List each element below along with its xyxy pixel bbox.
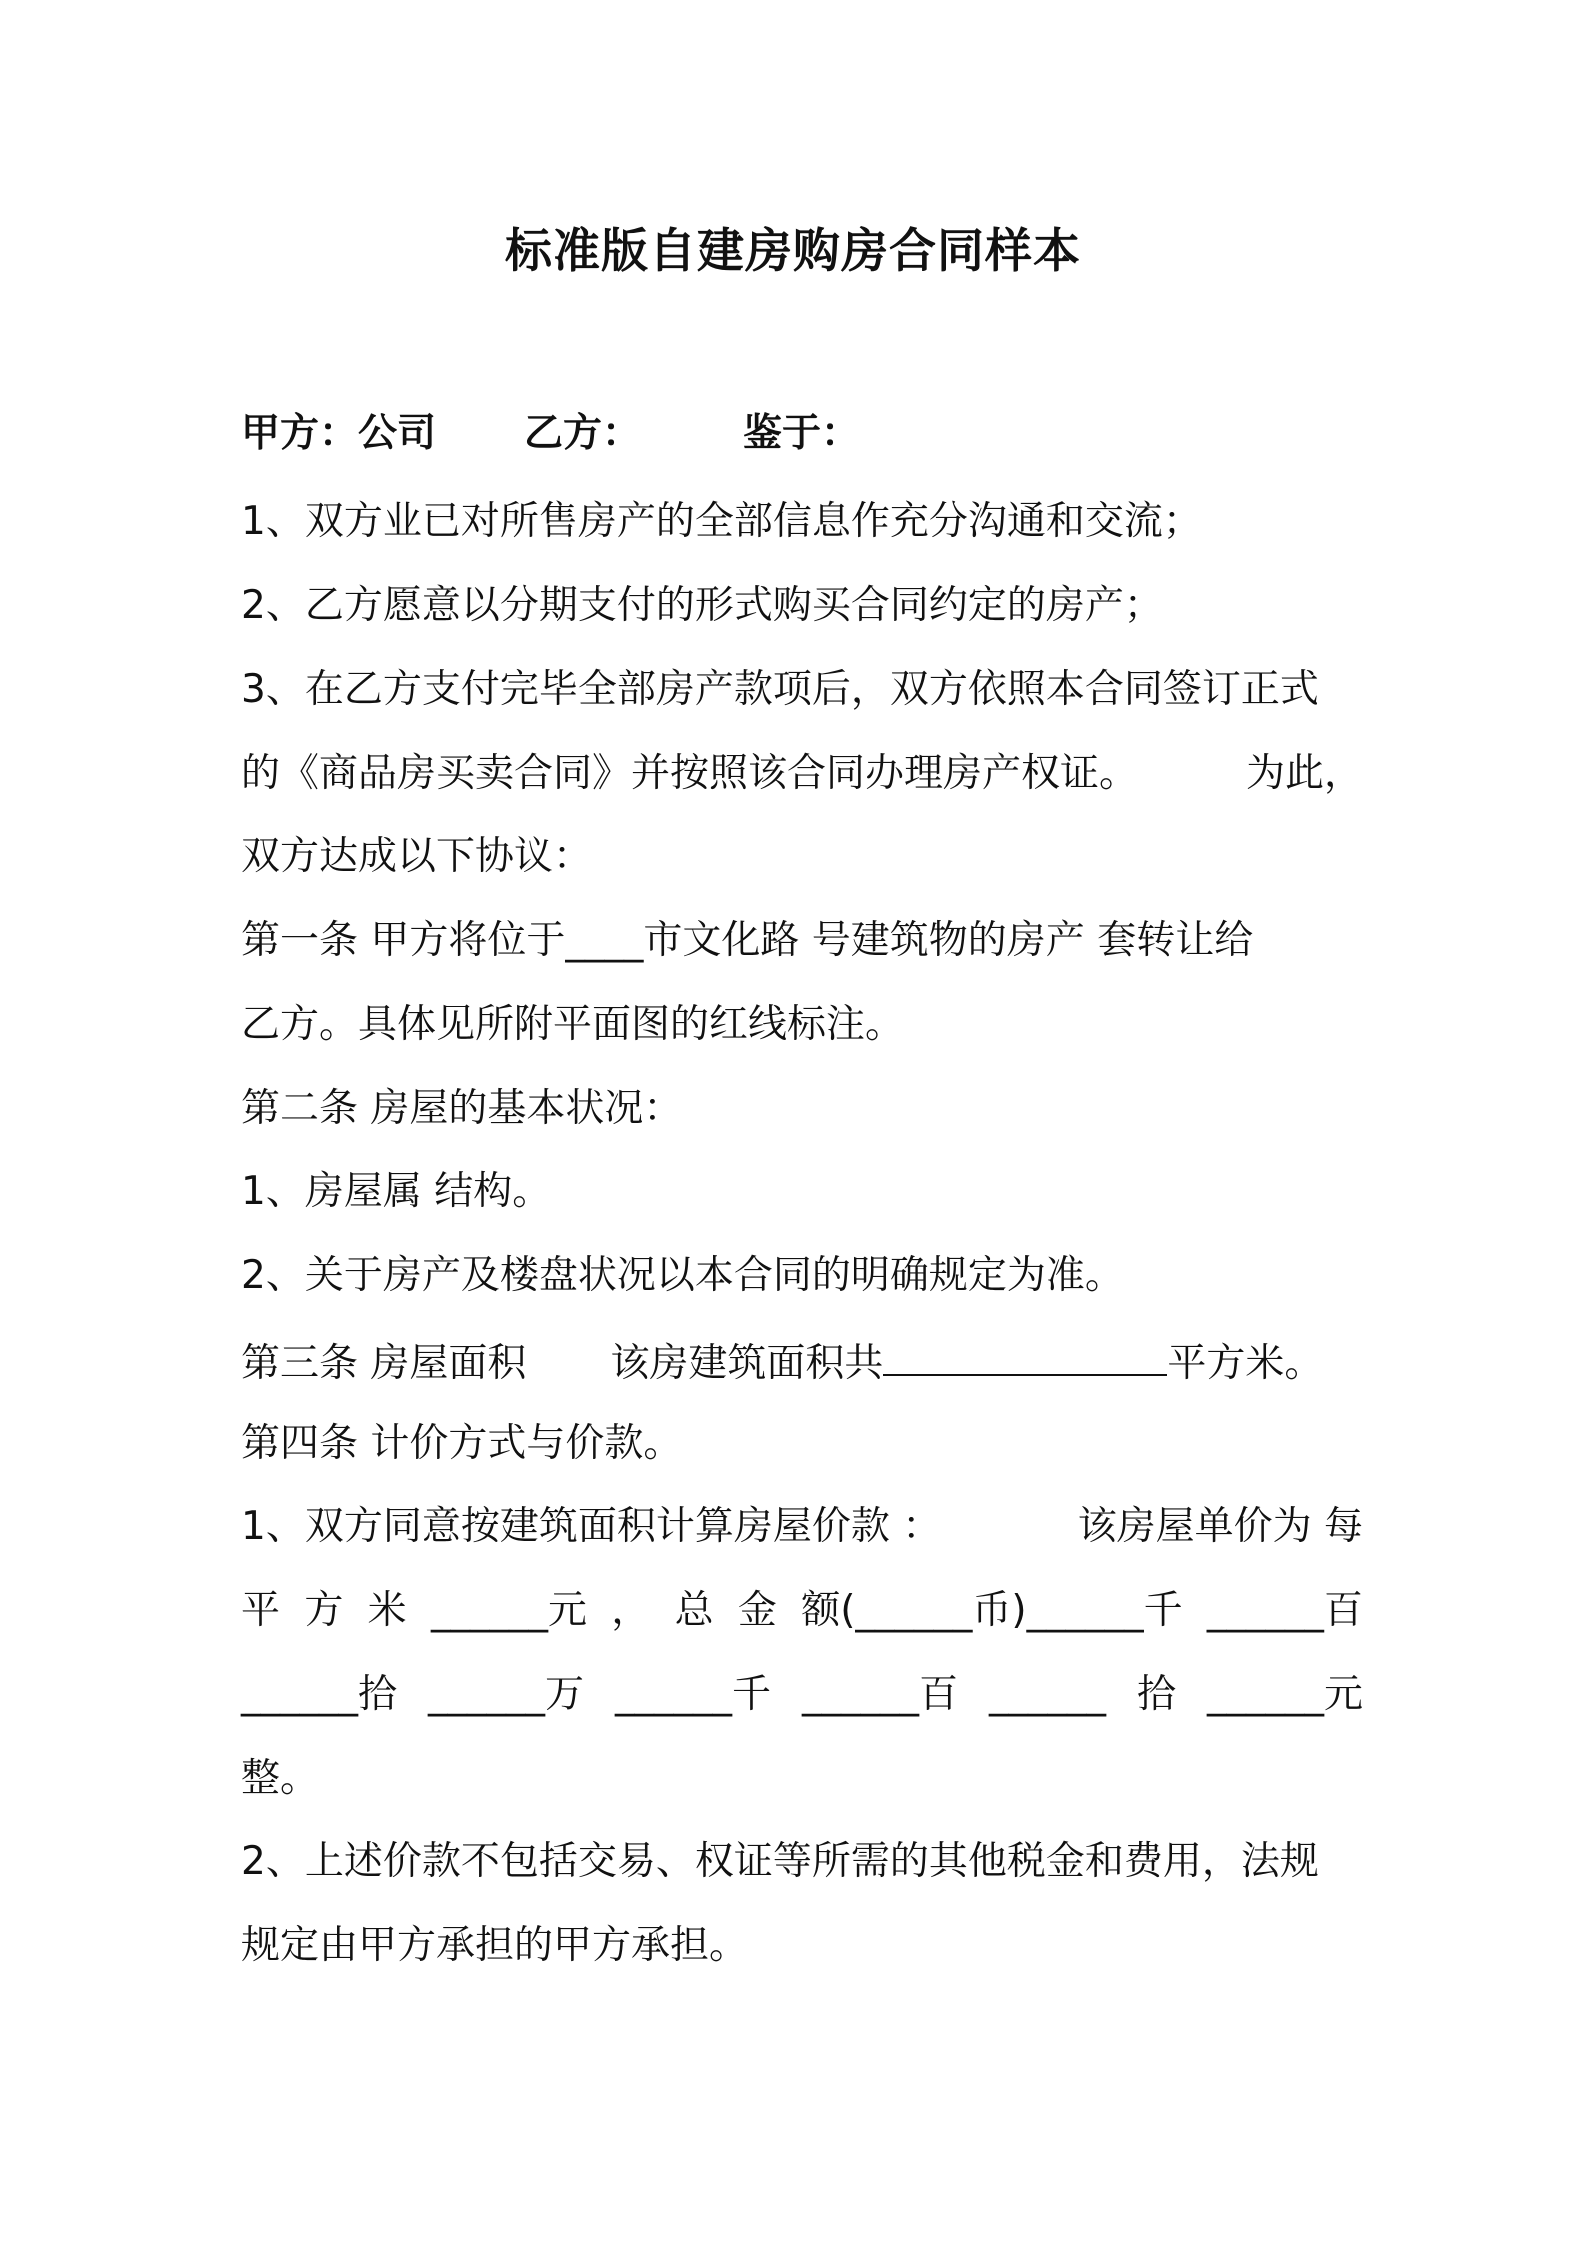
article-4-item-1-line-2 <box>241 1581 1363 1641</box>
article-4-item-2-line-2: 规定由甲方承担的甲方承担。 <box>241 1923 749 1968</box>
amount-token-2: ______万 <box>428 1672 585 1717</box>
article-1-line-2: 乙方。具体见所附平面图的红线标注。 <box>241 1002 905 1047</box>
amount-token-6: 拾 <box>1136 1672 1176 1717</box>
article-3-line <box>241 1330 1363 1390</box>
price-token-8: 额(______币)______千 <box>801 1588 1183 1633</box>
price-token-3: 米 <box>367 1588 407 1633</box>
article-4-item-2-line-1: 2、上述价款不包括交易、权证等所需的其他税金和费用，法规 <box>241 1839 1319 1884</box>
whereas-label: 鉴于： <box>743 411 861 456</box>
parties-line <box>241 404 1363 464</box>
price-token-7: 金 <box>737 1588 777 1633</box>
article-1-line-1: 第一条 甲方将位于____市文化路 号建筑物的房产 套转让给 <box>241 918 1254 963</box>
recital-3: 3、在乙方支付完毕全部房产款项后，双方依照本合同签订正式 <box>241 667 1319 712</box>
price-token-1: 平 <box>241 1588 281 1633</box>
article-3-label: 第三条 房屋面积 <box>241 1341 527 1386</box>
amount-token-3: ______千 <box>615 1672 772 1717</box>
amount-token-4: ______百 <box>802 1672 959 1717</box>
article-4-item-1-text: 1、双方同意按建筑面积计算房屋价款 ： <box>241 1504 942 1549</box>
article-2-item-2: 2、关于房产及楼盘状况以本合同的明确规定为准。 <box>241 1253 1124 1298</box>
article-4-item-1-line-3 <box>241 1665 1363 1725</box>
article-4-item-1-line-1 <box>241 1497 1363 1557</box>
party-b: 乙方： <box>524 411 642 456</box>
area-blank <box>883 1330 1167 1376</box>
recital-3-cont-text: 的《商品房买卖合同》并按照该合同办理房产权证。 <box>241 751 1139 796</box>
article-2-heading: 第二条 房屋的基本状况： <box>241 1086 683 1131</box>
amount-token-5: ______ <box>989 1672 1106 1717</box>
price-token-9: ______百 <box>1206 1588 1363 1633</box>
article-3-unit: 平方米。 <box>1167 1341 1324 1386</box>
recital-2: 2、乙方愿意以分期支付的形式购买合同约定的房产； <box>241 583 1163 628</box>
price-token-2: 方 <box>304 1588 344 1633</box>
price-token-4: ______元 <box>430 1588 587 1633</box>
article-4-item-1-line-4: 整。 <box>241 1756 320 1801</box>
price-token-6: 总 <box>674 1588 714 1633</box>
unit-price-label: 该房屋单价为 每 <box>1077 1504 1363 1549</box>
recital-3-cont <box>241 744 1363 804</box>
agreement-intro: 双方达成以下协议： <box>241 834 593 879</box>
article-4-heading: 第四条 计价方式与价款。 <box>241 1421 683 1466</box>
amount-token-1: ______拾 <box>241 1672 398 1717</box>
article-3-text: 该房建筑面积共 <box>610 1341 884 1386</box>
party-a: 甲方：公司 <box>241 411 437 456</box>
document-title: 标准版自建房购房合同样本 <box>505 224 1081 279</box>
recital-1: 1、双方业已对所售房产的全部信息作充分沟通和交流； <box>241 499 1202 544</box>
therefore-label: 为此， <box>1245 751 1363 796</box>
amount-token-7: ______元 <box>1206 1672 1363 1717</box>
article-2-item-1: 1、房屋属 结构。 <box>241 1169 552 1214</box>
price-token-5: ， <box>611 1588 651 1633</box>
